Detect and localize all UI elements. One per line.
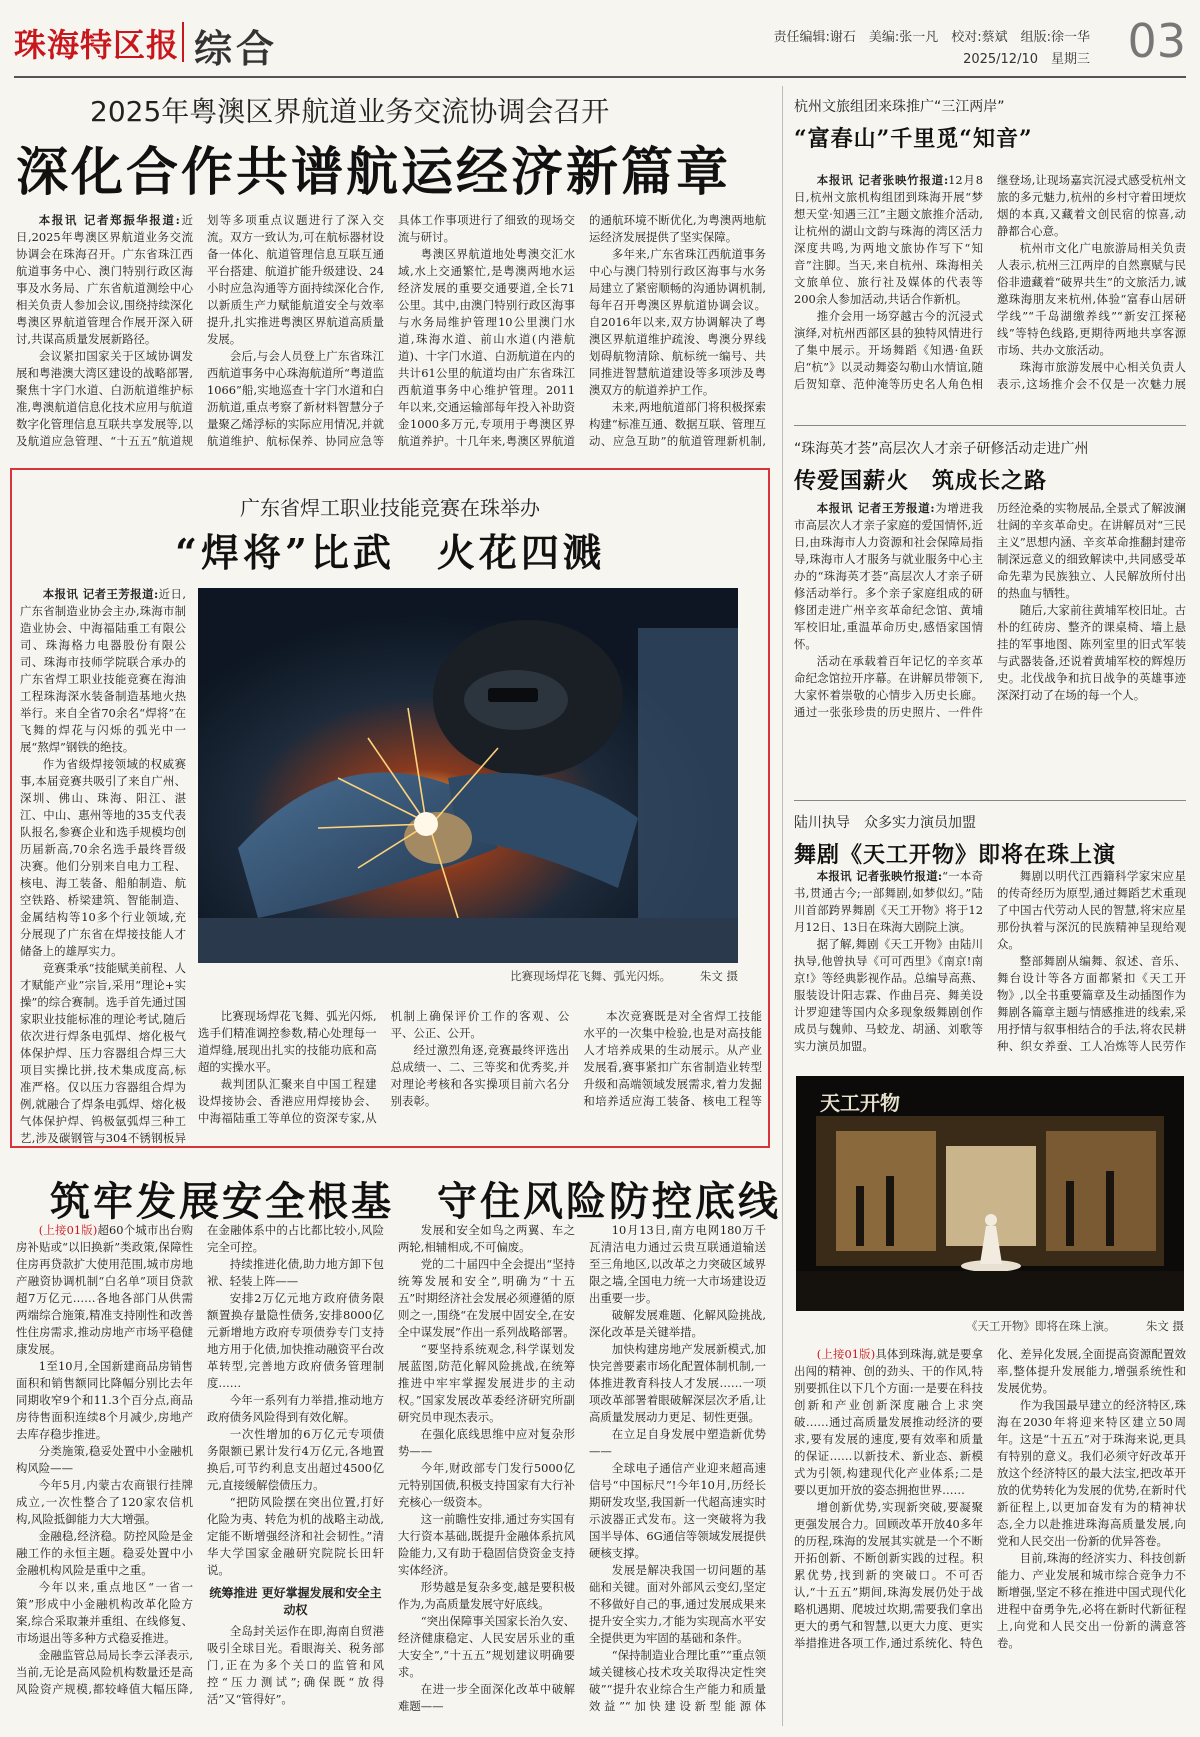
article-paragraph: 本报讯 记者张映竹报道:12月8日,杭州文旅机构组团到珠海开展“梦想天堂·知遇三江”主题文旅推介活动,让杭州的湖山文韵与珠海的湾区活力深度共鸣,为两地文旅协作写下“知音”注脚。当天,来自杭州、珠海相关文旅单位、旅行社及媒体的代表等200余人参加活动,共话合作新机。 bbox=[794, 173, 983, 306]
article-paragraph: 目前,珠海的经济实力、科技创新能力、产业发展和城市综合竞争力不断增强,坚定不移在推进中国式现代化进程中奋勇争先,必将在新时代新征程上,向党和人民交出一份新的满意答卷。 bbox=[997, 1551, 1186, 1650]
article-paragraph: 全岛封关运作在即,海南自贸港吸引全球目光。看眼海关、税务部门,正在为多个关口的监管和风控“压力测试”;确保既“放得活”又“管得好”。 bbox=[207, 1624, 384, 1706]
article-paragraph: 活动在承载着百年记忆的辛亥革命纪念馆拉开序幕。在讲解员带领下,大家怀着崇敬的心情步入历史长廊。通过一张张珍贵的历史照片、一件件历经沧桑的实物展品,全景式了解波澜壮阔的辛亥革命史。在讲解员对“三民主义”思想内涵、辛亥革命推翻封建帝制深远意义的细致解读中,共同感受革命先辈为民族独立、人民解放所付出的热血与牺牲。 bbox=[794, 501, 1186, 719]
featured-article-box bbox=[10, 468, 770, 1148]
article-paragraph: 金融稳,经济稳。防控风险是金融工作的永恒主题。稳妥处置中小金融机构风险是重中之重。 bbox=[16, 1529, 193, 1577]
article-paragraph: 发展和安全如鸟之两翼、车之两轮,相辅相成,不可偏废。 bbox=[398, 1223, 575, 1254]
article-paragraph: 在立足自身发展中塑造新优势—— bbox=[589, 1427, 766, 1458]
issue-date: 2025/12/10 星期三 bbox=[963, 52, 1090, 67]
article-paragraph: 整部舞剧从编舞、叙述、音乐、舞台设计等各方面都紧扣《天工开物》,以全书重要篇章及生动插图作为舞剧各篇章主题与情感推进的线索,采用抒情与叙事相结合的手法,将农民耕种、织女养蚕、工人冶炼等人民劳作 bbox=[997, 954, 1186, 1053]
article-paragraph: 本次竞赛既是对全省焊工技能水平的一次集中检验,也是对高技能人才培养成果的生动展示。从产业发展看,赛事紧扣广东省制造业转型升级和高端领域发展需求,着力发掘和培养适应海工装备、核电工程等 bbox=[583, 1009, 762, 1108]
editor-credits: 责任编辑:谢石 美编:张一凡 校对:蔡斌 组版:徐一华 bbox=[773, 30, 1090, 45]
article-headline: “富春山”千里觅“知音” bbox=[794, 126, 1033, 152]
article-paragraph: 在进一步全面深化改革中破解难题—— bbox=[398, 1682, 575, 1713]
article-header bbox=[794, 438, 1186, 495]
article-header bbox=[794, 812, 1186, 869]
article-body bbox=[794, 868, 1186, 1070]
article-paragraph: 会后,与会人员登上广东省珠江西航道事务中心珠海航道所“粤道监1066”船,实地巡查十字门水道和白沥航道,重点考察了新材料智慧分子量聚乙烯浮标的实际应用情况,并就航道维护、航标保养、协同应急等具体工作事项进行了细致的现场交流与研讨。 bbox=[207, 213, 575, 448]
article-paragraph: 本报讯 记者郑振华报道:近日,2025年粤澳区界航道业务交流协调会在珠海召开。广东省珠江西航道事务中心、澳门特别行政区海事及水务局、广东省航道测绘中心相关负责人参加会议,围绕持续深化粤澳区界航道管理合作展开深入研讨,共谋高质量发展新路径。 bbox=[16, 213, 193, 346]
article-headline: 深化合作共谱航运经济新篇章 bbox=[16, 142, 732, 203]
article-paragraph: 经过激烈角逐,竞赛最终评选出总成绩一、二、三等奖和优秀奖,并对理论考核和各实操项目前六名分别表彰。 bbox=[390, 1043, 570, 1108]
article-paragraph: 竞赛秉承“技能赋美前程、人才赋能产业”宗旨,采用“理论+实操”的综合赛制。选手首先通过国家职业技能标准的理论考试,随后依次进行焊条电弧焊、熔化极气体保护焊、压力容器组合焊三大项目实操比拼,技术集成度高,标准严格。仅以压力容器组合焊为例,就融合了焊条电弧焊、熔化极气体保护焊、钨极氩弧焊三种工艺,涉及碳钢管与304不锈钢板异 bbox=[20, 961, 186, 1145]
article-paragraph: 推介会用一场穿越古今的沉浸式演绎,对杭州西部区县的独特风情进行了集中展示。开场舞蹈《知遇·鱼跃启“杭”》以灵动舞姿勾勒山水情谊,随后贺知章、范仲淹等历史名人角色相继登场,让现场嘉宾沉浸式感受杭州文旅的多元魅力,杭州的乡村守着田埂炊烟的本真,又藏着文创民宿的惊喜,动静都合心意。 bbox=[794, 173, 1186, 391]
article-paragraph: 据了解,舞剧《天工开物》由陆川执导,他曾执导《可可西里》《南京!南京!》等经典影视作品。总编导高燕、服装设计阳志霖、作曲吕亮、舞美设计罗迎建等国内众多现象级舞剧创作成员与魏帅、马蛟龙、胡涵、刘歌等实力演员加盟。 bbox=[794, 937, 983, 1053]
article-paragraph: “保持制造业合理比重”“重点领域关键核心技术攻关取得决定性突破”“提升农业综合生产能力和质量效益”“加快建设新型能源体 bbox=[589, 1648, 766, 1713]
byline: 本报讯 记者王芳报道: bbox=[816, 501, 935, 515]
article-paragraph: 一次性增加的6万亿元专项债务限额已累计发行4万亿元,各地置换后,可节约利息支出超过4500亿元,直接缓解偿债压力。 bbox=[207, 1427, 384, 1492]
byline: 本报讯 记者郑振华报道: bbox=[38, 213, 180, 227]
newspaper-logo: 珠海特区报 bbox=[14, 26, 180, 64]
article-paragraph: 增创新优势,实现新突破,要凝聚更强发展合力。回顾改革开放40多年的历程,珠海的发展其实就是一个不断开拓创新、不断创新实践的过程。积累优势,找到新的突破口。不可否认,“十五五”期间,珠海发展仍处于战略机遇期、爬坡过坎期,需要我们拿出更大的勇气和智慧,以更大力度、更实举措推进各项工作,通过系统化、特色化、差异化发展,全面提高资源配置效率,整体提升发展能力,增强系统性和发展优势。 bbox=[794, 1347, 1186, 1650]
article-headline: “焊将”比武 火花四溅 bbox=[175, 530, 605, 575]
article-paragraph: 本报讯 记者王芳报道:近日,广东省制造业协会主办,珠海市制造业协会、中海福陆重工有限公司、珠海格力电器股份有限公司、珠海市技师学院联合承办的广东省焊工职业技能竞赛在海油工程珠海深水装备制造基地火热举行。来自全省70余名“焊将”在飞舞的焊花与闪烁的弧光中一展“熬焊”钢铁的绝技。 bbox=[20, 587, 186, 754]
masthead-divider bbox=[182, 22, 184, 62]
byline: 本报讯 记者张映竹报道: bbox=[816, 173, 949, 187]
article-paragraph: 未来,两地航道部门将积极探索构建“标准互通、数据互联、管理互动、应急互助”的航道管理新机制, bbox=[589, 400, 766, 448]
article-paragraph: 多年来,广东省珠江西航道事务中心与澳门特别行政区海事与水务局建立了紧密顺畅的沟通协调机制,每年召开粤澳区界航道协调会议。自2016年以来,双方协调解决了粤澳区界航道维护疏浚、粤澳分界线划碍航物清除、航标统一编号、共同推进智慧航道建设等多项涉及粤澳双方的航道养护工作。 bbox=[589, 247, 766, 397]
article-paragraph: 作为我国最早建立的经济特区,珠海在2030年将迎来特区建立50周年。这是“十五五”对于珠海来说,更具有特别的意义。我们必须守好改革开放这个经济特区的最大法宝,把改革开放的优势转化为发展的优势,在新时代新征程上,以更加奋发有为的精神状态,全力以赴推进珠海高质量发展,向党和人民交出一份新的优异答卷。 bbox=[997, 1398, 1186, 1548]
byline: 本报讯 记者王芳报道: bbox=[42, 587, 159, 601]
article-paragraph: 比赛现场焊花飞舞、弧光闪烁,选手们精准调控参数,精心处理每一道焊缝,展现出扎实的技能功底和高超的实操水平。 bbox=[198, 1009, 377, 1074]
article-paragraph: 随后,大家前往黄埔军校旧址。古朴的红砖房、整齐的课桌椅、墙上悬挂的军事地图、陈列室里的旧式军装与武器装备,还说着黄埔军校的辉煌历史。北伐战争和抗日战争的英雄事迹深深打动了在场的每一个人。 bbox=[997, 603, 1186, 702]
article-paragraph: 裁判团队汇聚来自中国工程建设焊接协会、香港应用焊接协会、中海福陆重工等单位的资深专家,从机制上确保评价工作的客观、公平、公正、公开。 bbox=[198, 1009, 570, 1125]
article-paragraph: 杭州市文化广电旅游局相关负责人表示,杭州三江两岸的自然禀赋与民俗非遗藏着“破界共生”的文旅活力,诚邀珠海朋友来杭州,体验“富春山居研学线”“千岛湖缴养线”“新安江探秘线”等特色线路,更期待两地共享客源市场、共办文旅活动。 bbox=[997, 241, 1186, 357]
article-paragraph: 金融监管总局局长李云泽表示,当前,无论是高风险机构数量还是高风险资产规模,都较峰值大幅压降,在金融体系中的占比都比较小,风险完全可控。 bbox=[16, 1223, 384, 1696]
photo-title-art: 天工开物 bbox=[820, 1091, 900, 1115]
article-paragraph: 会议紧扣国家关于区域协调发展和粤港澳大湾区建设的战略部署,聚焦十字门水道、白沥航道维护标准,粤澳航道信息化技术应用与航道数字化管理信息互联共享发展等,以及航道应急管理、“十五五”航道规划等多项重点议题进行了深入交流。双方一致认为,可在航标器材设备一体化、航道管理信息互联互通平台搭建、航道扩能升级建设、24小时应急沟通等方面持续深化合作,以新质生产力赋能航道安全与效率提升,扎实推进粤澳区界航道高质量发展。 bbox=[16, 213, 384, 448]
article-paragraph: 全球电子通信产业迎来超高速信号“中国标尺”!今年10月,历经长期研发攻坚,我国新一代超高速实时示波器正式发布。这一突破将为我国半导体、6G通信等领域发展提供硬核支撑。 bbox=[589, 1461, 766, 1560]
article-paragraph: “突出保障事关国家长治久安、经济健康稳定、人民安居乐业的重大安全”,“十五五”规划建议明确要求。 bbox=[398, 1614, 575, 1679]
article-paragraph: 今年,财政部专门发行5000亿元特别国债,积极支持国家有大行补充核心一级资本。 bbox=[398, 1461, 575, 1509]
article-headline: 筑牢发展安全根基 守住风险防控底线 bbox=[50, 1178, 781, 1225]
article-body bbox=[16, 212, 766, 462]
article-paragraph: 作为省级焊接领域的权威赛事,本届竞赛共吸引了来自广州、深圳、佛山、珠海、阳江、湛江、中山、惠州等地的35支代表队报名,参赛企业和选手规模均创历届新高,70余名选手最终晋级决赛。他们分别来自电力工程、核电、海工装备、船舶制造、航空铁路、桥梁建筑、智能制造、金属结构等10多个行业领域,充分展现了广东省在焊接技能人才储备上的雄厚实力。 bbox=[20, 757, 186, 958]
article-paragraph: 1至10月,全国新建商品房销售面积和销售额同比降幅分别比去年同期收窄9个和11.3个百分点,商品房待售面积连续8个月减少,房地产去库存稳步推进。 bbox=[16, 1359, 193, 1441]
section-rule bbox=[794, 800, 1186, 801]
photo-caption: 比赛现场焊花飞舞、弧光闪烁。 朱文 摄 bbox=[510, 969, 738, 983]
continued-tag: (上接01版) bbox=[38, 1223, 98, 1237]
article-paragraph: 在强化底线思维中应对复杂形势—— bbox=[398, 1427, 575, 1458]
article-body bbox=[794, 500, 1186, 725]
article-headline: 舞剧《天工开物》即将在珠上演 bbox=[794, 842, 1117, 868]
article-body-continued bbox=[198, 1008, 762, 1140]
page-number: 03 bbox=[1127, 14, 1186, 68]
photo-credit: 朱文 摄 bbox=[699, 969, 738, 983]
article-kicker: 2025年粤澳区界航道业务交流协调会召开 bbox=[90, 95, 610, 128]
article-paragraph: 安排2万亿元地方政府债务限额置换存量隐性债务,安排8000亿元新增地方政府专项债券专门支持地方用于化债,加快推动融资平台改革转型,完善地方政府债务管理制度…… bbox=[207, 1291, 384, 1390]
continued-tag: (上接01版) bbox=[816, 1347, 876, 1361]
section-rule bbox=[794, 425, 1186, 426]
masthead bbox=[14, 14, 1186, 72]
stage-photo bbox=[796, 1076, 1184, 1311]
article-body bbox=[20, 586, 186, 1146]
article-headline: 传爱国薪火 筑成长之路 bbox=[794, 468, 1048, 494]
article-paragraph: 10月13日,南方电网180万千瓦清洁电力通过云贵互联通道输送至三角地区,以改革之力突破区域界限之墙,全国电力统一大市场建设迈出重要一步。 bbox=[589, 1223, 766, 1305]
article-body bbox=[794, 1346, 1186, 1730]
article-paragraph: 持续推进化债,助力地方卸下包袱、轻装上阵—— bbox=[207, 1257, 384, 1288]
photo-credit: 朱文 摄 bbox=[1145, 1319, 1184, 1333]
article-kicker: “珠海英才荟”高层次人才亲子研修活动走进广州 bbox=[794, 441, 1089, 457]
column-divider bbox=[782, 86, 783, 1726]
article-paragraph: 舞剧以明代江西籍科学家宋应星的传奇经历为原型,通过舞蹈艺术重现了中国古代劳动人民的智慧,将宋应星那份执着与深沉的民族精神呈现给观众。 bbox=[997, 869, 1186, 951]
article-subhead: 统筹推进 更好掌握发展和安全主动权 bbox=[209, 1586, 382, 1617]
article-paragraph: 发展是解决我国一切问题的基础和关键。面对外部风云变幻,坚定不移做好自己的事,通过发展成果来提升安全实力,才能为实现高水平安全提供更为牢固的基础和条件。 bbox=[589, 1563, 766, 1645]
article-paragraph: 今年以来,重点地区“一省一策”形成中小金融机构改革化险方案,综合采取兼并重组、在线修复、市场退出等多种方式稳妥推进。 bbox=[16, 1580, 193, 1645]
article-paragraph: 形势越是复杂多变,越是要积极作为,为高质量发展守好底线。 bbox=[398, 1580, 575, 1611]
article-header bbox=[794, 96, 1186, 153]
article-body bbox=[794, 172, 1186, 397]
article-paragraph: 珠海市旅游发展中心相关负责人表示,这场推介会不仅是一次魅力展 bbox=[997, 360, 1186, 391]
article-paragraph: 今年5月,内蒙古农商银行挂牌成立,一次性整合了120家农信机构,风险抵御能力大大增强。 bbox=[16, 1478, 193, 1526]
article-paragraph: 粤澳区界航道地处粤澳交汇水域,水上交通繁忙,是粤澳两地水运经济发展的重要交通要道,全长71公里。其中,由澳门特别行政区海事与水务局维护管理10公里澳门水道,珠海水道、前山水道(内港航道)、十字门水道、白沥航道在内的共计61公里的航道均由广东省珠江西航道事务中心维护管理。2011年以来,交通运输部每年投入补助资金1000多万元,专项用于粤澳区界航道养护。十几年来,粤澳区界航道的通航环境不断优化,为粤澳两地航运经济发展提供了坚实保障。 bbox=[398, 213, 766, 448]
article-paragraph: 加快构建房地产发展新模式,加快完善要素市场化配置体制机制,一体推进教育科技人才发展……一项项改革部署着眼破解深层次矛盾,让高质量发展动力更足、韧性更强。 bbox=[589, 1342, 766, 1424]
article-paragraph: 今年一系列有力举措,推动地方政府债务风险得到有效化解。 bbox=[207, 1393, 384, 1424]
article-kicker: 陆川执导 众多实力演员加盟 bbox=[794, 815, 976, 831]
article-kicker: 广东省焊工职业技能竞赛在珠举办 bbox=[240, 496, 540, 520]
article-paragraph: 党的二十届四中全会提出“坚持统筹发展和安全”,明确为“十五五”时期经济社会发展必须遵循的原则之一,围绕“在发展中固安全,在安全中谋发展”作出一系列战略部署。 bbox=[398, 1257, 575, 1339]
article-paragraph: 分类施策,稳妥处置中小金融机构风险—— bbox=[16, 1444, 193, 1475]
article-paragraph: 本报讯 记者张映竹报道:“一本奇书,贯通古今;一部舞剧,如梦似幻。”陆川首部跨界舞剧《天工开物》将于12月12日、13日在珠海大剧院上演。 bbox=[794, 869, 984, 934]
article-body bbox=[16, 1222, 766, 1730]
welding-photo bbox=[198, 588, 738, 963]
article-kicker: 杭州文旅组团来珠推广“三江两岸” bbox=[794, 99, 1005, 115]
article-paragraph: “要坚持系统观念,科学谋划发展蓝图,防范化解风险挑战,在统筹推进中牢牢掌握发展进步的主动权。”国家发展改革委经济研究所副研究员申现杰表示。 bbox=[398, 1342, 575, 1424]
article-paragraph: (上接01版)超60个城市出台购房补贴或“以旧换新”类政策,保障性住房再贷款扩大使用范围,城市房地产融资协调机制“白名单”项目贷款超7万亿元……各地各部门从供需两端综合施策,精准支持刚性和改善性住房需求,推动房地产市场平稳健康发展。 bbox=[16, 1223, 193, 1356]
article-paragraph: “把防风险摆在突出位置,打好化险为夷、转危为机的战略主动战,定能不断增强经济和社会韧性。”清华大学国家金融研究院院长田轩说。 bbox=[207, 1495, 384, 1577]
article-paragraph: 破解发展难题、化解风险挑战,深化改革是关键举措。 bbox=[589, 1308, 766, 1339]
byline: 本报讯 记者张映竹报道: bbox=[816, 869, 943, 883]
article-paragraph: 这一前瞻性安排,通过夯实国有大行资本基础,既提升金融体系抗风险能力,又有助于稳固信贷资金支持实体经济。 bbox=[398, 1512, 575, 1577]
section-title: 综合 bbox=[194, 26, 279, 71]
article-paragraph: (上接01版)具体到珠海,就是要拿出闯的精神、创的劲头、干的作风,特别要抓住以下几个方面:一是要在科技创新和产业创新深度融合上求突破……通过高质量发展推动经济的要求,要有发展的速度,要有效率和质量的保证……以新技术、新业态、新模式为引领,构建现代化产业体系;二是要以更加开放的姿态拥抱世界…… bbox=[794, 1347, 983, 1497]
header-rule bbox=[14, 76, 1186, 78]
article-paragraph: 本报讯 记者王芳报道:为增进我市高层次人才亲子家庭的爱国情怀,近日,由珠海市人力资源和社会保障局指导,珠海市人才服务与就业服务中心主办的“珠海英才荟”高层次人才亲子研修活动举行。多个亲子家庭组成的研修团走进广州辛亥革命纪念馆、黄埔军校旧址,重温革命历史,感悟家国情怀。 bbox=[794, 501, 983, 651]
